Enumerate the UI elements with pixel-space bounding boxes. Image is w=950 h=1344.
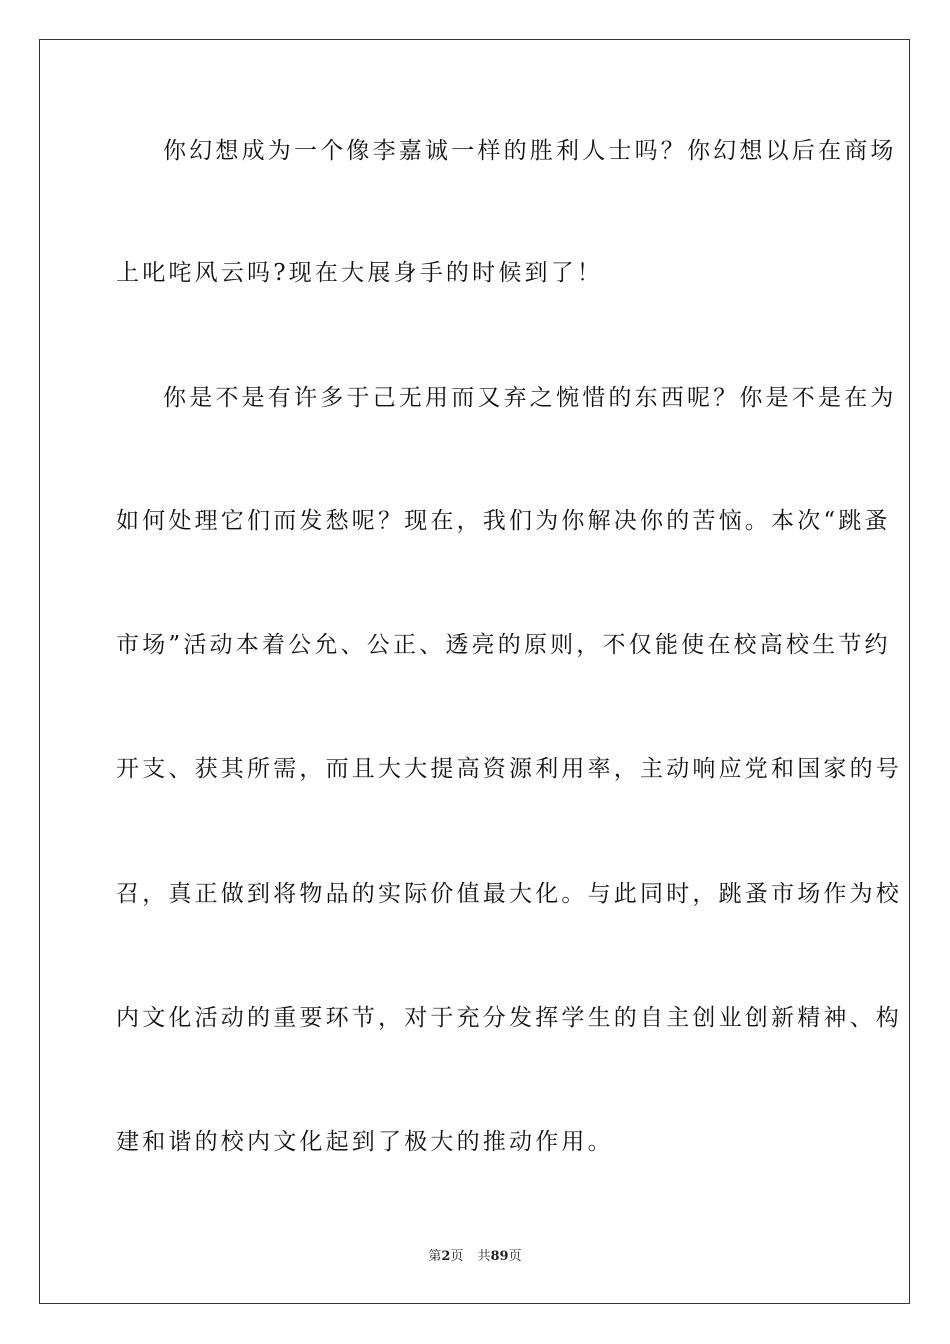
- paragraph-2-line-1: 你是不是有许多于己无用而又弃之惋惜的东西呢？你是不是在为: [163, 385, 897, 411]
- page-border: [39, 39, 910, 1304]
- total-pages: 89: [490, 1249, 509, 1264]
- total-suffix: 页: [508, 1249, 522, 1264]
- page-number: 2: [441, 1249, 451, 1264]
- paragraph-2-line-2: 如何处理它们而发愁呢？现在，我们为你解决你的苦恼。本次“跳蚤: [116, 508, 891, 534]
- paragraph-1-line-1: 你幻想成为一个像李嘉诚一样的胜利人士吗？你幻想以后在商场: [163, 138, 897, 164]
- paragraph-2-line-7: 建和谐的校内文化起到了极大的推动作用。: [116, 1129, 614, 1155]
- page-suffix: 页: [450, 1249, 464, 1264]
- paragraph-2-line-5: 召，真正做到将物品的实际价值最大化。与此同时，跳蚤市场作为校: [116, 881, 902, 907]
- paragraph-2-line-6: 内文化活动的重要环节，对于充分发挥学生的自主创业创新精神、构: [116, 1005, 902, 1031]
- paragraph-2-line-4: 开支、获其所需，而且大大提高资源利用率，主动响应党和国家的号: [116, 756, 902, 782]
- page-prefix: 第: [428, 1249, 442, 1264]
- paragraph-1-line-2: 上叱咤风云吗?现在大展身手的时候到了！: [116, 260, 604, 286]
- page-footer: [0, 1248, 950, 1266]
- paragraph-2-line-3: 市场”活动本着公允、公正、透亮的原则，不仅能使在校高校生节约: [116, 632, 891, 658]
- total-prefix: 共: [477, 1249, 491, 1264]
